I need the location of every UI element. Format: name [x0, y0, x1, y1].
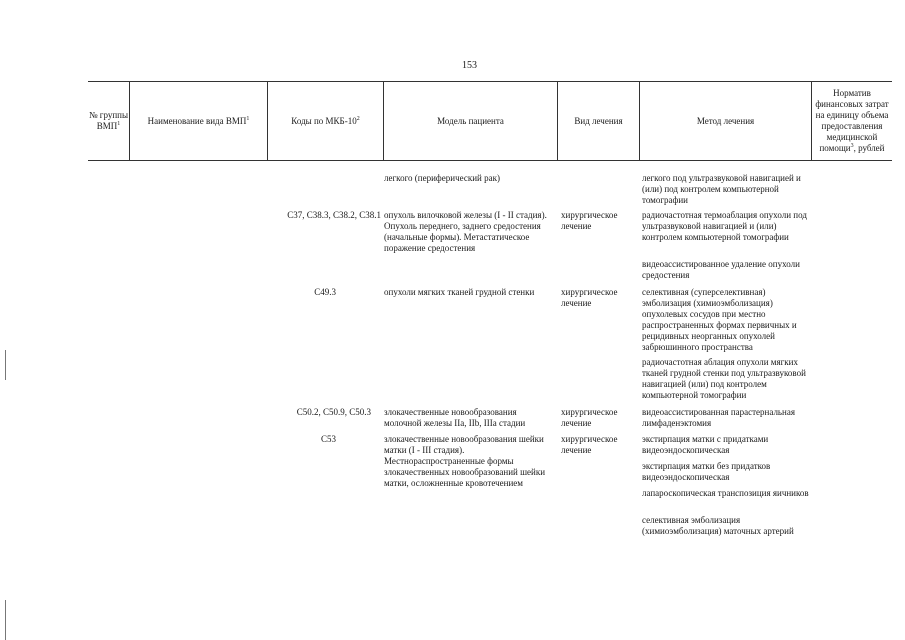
margin-mark [5, 350, 6, 380]
page-number: 153 [462, 60, 477, 71]
treatment-method-cell: легкого под ультразвуковой навигацией и (или) под контролем компьютерной томографии [642, 173, 801, 205]
treatment-method-cell: селективная эмболизация (химиоэмболизация) маточных артерий [642, 515, 794, 536]
patient-model-cell: злокачественные новообразования шейки матки (I - III стадия). Местнораспространенные формы злокачественных новообразований шейки матки, осложненные кровотечением [384, 434, 546, 488]
header-treatment-method: Метод лечения [696, 115, 755, 126]
icd-codes-cell: C49.3 [314, 287, 336, 297]
margin-mark [5, 600, 6, 640]
icd-codes-cell: C53 [320, 434, 336, 444]
treatment-method-cell: экстирпация матки с придатками видеоэндоскопическая [642, 434, 769, 455]
treatment-type-cell: хирургическое лечение [561, 407, 618, 428]
patient-model-cell: злокачественные новообразования молочной железы IIa, IIb, IIIa стадии [384, 407, 526, 428]
treatment-method-cell: радиочастотная термоаблация опухоли под ультразвуковой навигацией и (или) контролем компьютерной томографии [642, 210, 807, 242]
header-vmp-name: Наименование вида ВМП$^1$ [147, 115, 250, 126]
treatment-method-cell: лапароскопическая транспозиция яичников [642, 488, 809, 498]
header-bottom-rule [88, 160, 892, 161]
treatment-method-cell: видеоассистированная парастернальная лимфаденэктомия [642, 407, 795, 428]
header-group-number: № группы ВМП$^1$ [88, 110, 129, 131]
header-icd-codes: Коды по МКБ-$10^2$ [291, 115, 360, 126]
patient-model-cell: легкого (периферический рак) [384, 173, 500, 183]
treatment-type-cell: хирургическое лечение [561, 210, 618, 231]
treatment-method-cell: экстирпация матки без придатков видеоэндоскопическая [642, 461, 771, 482]
icd-codes-cell: C50.2, C50.9, C50.3 [296, 407, 371, 417]
header-financial-norm: Норматив финансовых затрат на единицу объема предоставления медицинской помощи$^3$, рублей [815, 88, 889, 153]
icd-codes-cell: C37, C38.3, C38.2, C38.1 [287, 210, 381, 220]
header-treatment-type: Вид лечения [574, 115, 623, 126]
treatment-method-cell: селективная (суперселективная) эмболизация (химиоэмболизация) опухолевых сосудов при местно распространенных формах первичных и рецидивных неорганных опухолей забрюшинного пространства [642, 287, 797, 352]
treatment-method-cell: видеоассистированное удаление опухоли средостения [642, 259, 800, 280]
patient-model-cell: опухоль вилочковой железы (I - II стадия). Опухоль переднего, заднего средостения (начальные формы). Метастатическое поражение средостения [384, 210, 547, 253]
treatment-method-cell: радиочастотная аблация опухоли мягких тканей грудной стенки под ультразвуковой навигацией (или) под контролем компьютерной томографии [642, 357, 806, 400]
header-patient-model: Модель пациента [437, 115, 504, 126]
treatment-type-cell: хирургическое лечение [561, 287, 618, 308]
patient-model-cell: опухоли мягких тканей грудной стенки [384, 287, 535, 297]
treatment-type-cell: хирургическое лечение [561, 434, 618, 455]
